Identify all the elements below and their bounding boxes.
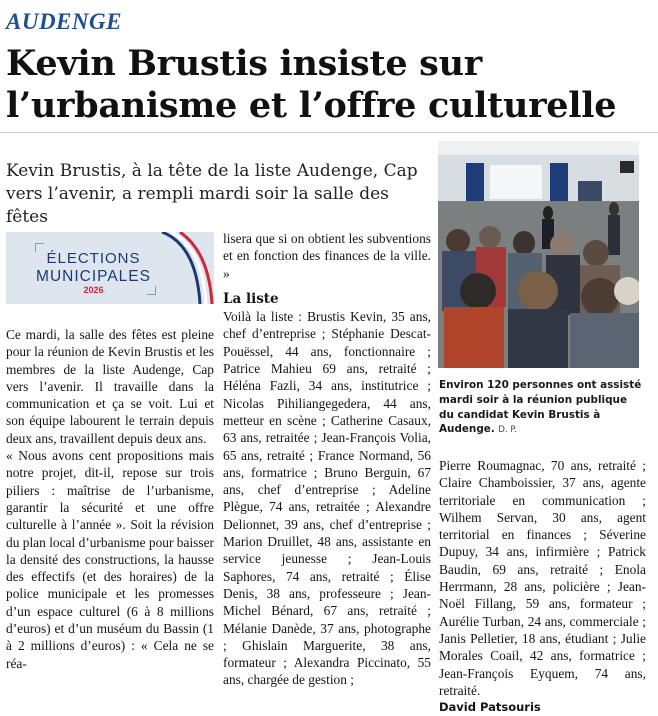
tricolor-ribbon-icon bbox=[154, 232, 214, 304]
banner-line-municipales: MUNICIPALES bbox=[36, 268, 151, 285]
subhead-la-liste: La liste bbox=[223, 290, 279, 307]
author-signature: David Patsouris bbox=[439, 700, 541, 715]
paragraph: « Nous avons cent propositions mais notre projet, dit-il, repose sur trois piliers : maîtrise de l’urbanisme, garantir la sécurité et une offre culturelle à l’année ». Soit la révision du plan local d’urbanisme pour baisser la densité des constructions, la hausse des effectifs (et des horaires) de la police municipale et les promesses d’un espace culturel (6 à 8 millions d’euros) et d’un muséum du Bassin (1 à 2 millions d’euros) : « Cela ne se réa- bbox=[6, 448, 214, 671]
paragraph: Pierre Roumagnac, 70 ans, retraité ; Claire Chamboissier, 37 ans, agente territoriale en communication ; Wilhem Servan, 30 ans, agent territorial en finances ; Séverine Dupuy, 34 ans, infirmière ; Patrick Baudin, 69 ans, retraité ; Enola Herrmann, 28 ans, policière ; Jean-Noël Fillang, 59 ans, formateur ; Aurélie Turban, 24 ans, commerciale ; Janis Pelletier, 18 ans, étudiant ; Julie Morales Coail, 42 ans, formatrice ; Jean-François Eyquem, 74 ans, retraité. bbox=[439, 458, 646, 698]
headline: Kevin Brustis insiste sur l’urbanisme et l’offre culturelle bbox=[6, 43, 617, 126]
kicker-commune: AUDENGE bbox=[6, 9, 122, 34]
chapo: Kevin Brustis, à la tête de la liste Audenge, Cap vers l’avenir, a rempli mardi soir la salle des fêtes bbox=[6, 161, 418, 227]
paragraph: Ce mardi, la salle des fêtes est pleine pour la réunion de Kevin Brustis et les membres de la liste Audenge, Cap vers l’avenir. Il travaille dans la communication et ça se voit. Lui et son équipe labourent le terrain depuis deux ans, travaillent depuis deux ans. bbox=[6, 327, 214, 446]
banner-year: 2026 bbox=[83, 285, 104, 295]
elections-banner bbox=[6, 232, 214, 304]
meeting-photo bbox=[438, 141, 639, 368]
photo-credit: D. P. bbox=[498, 425, 517, 436]
photo-caption bbox=[439, 378, 644, 438]
column-2 bbox=[223, 230, 431, 689]
paragraph: lisera que si on obtient les subventions et en fonction des finances de la ville. » bbox=[223, 231, 431, 281]
column-3 bbox=[439, 457, 646, 716]
banner-line-elections: ÉLECTIONS bbox=[46, 250, 141, 267]
audience-photo-illustration bbox=[438, 141, 639, 368]
header-rule bbox=[0, 132, 658, 133]
column-1 bbox=[6, 326, 214, 672]
caption-text: Environ 120 personnes ont assisté mardi soir à la réunion publique du candidat Kevin Brustis à Audenge. bbox=[439, 379, 642, 436]
paragraph: Voilà la liste : Brustis Kevin, 35 ans, chef d’entreprise ; Stéphanie Descat-Pouëssel, 44 ans, fonctionnaire ; Patrice Mahieu 69 ans, retraité ; Héléna Fazli, 34 ans, institutrice ; Nicolas Pihiliangegedera, 44 ans, metteur en scène ; Catherine Casaux, 63 ans, retraitée ; Jean-François Volia, 65 ans, retraité ; France Normand, 56 ans, formatrice ; Bruno Berguin, 67 ans, chef d’entreprise ; Adeline Plègue, 74 ans, retraitée ; Alexandre Delionnet, 39 ans, chef d’entreprise ; Marion Druillet, 48 ans, assistante en service jeunesse ; Jean-Louis Saphores, 74 ans, retraité ; Élise Denis, 38 ans, professeure ; Jean-Michel Bénard, 67 ans, retraité ; Mélanie Danède, 37 ans, photographe ; Ghislain Marguerite, 38 ans, formateur ; Alexandra Piccinato, 55 ans, chargée de gestion ; bbox=[223, 309, 431, 688]
